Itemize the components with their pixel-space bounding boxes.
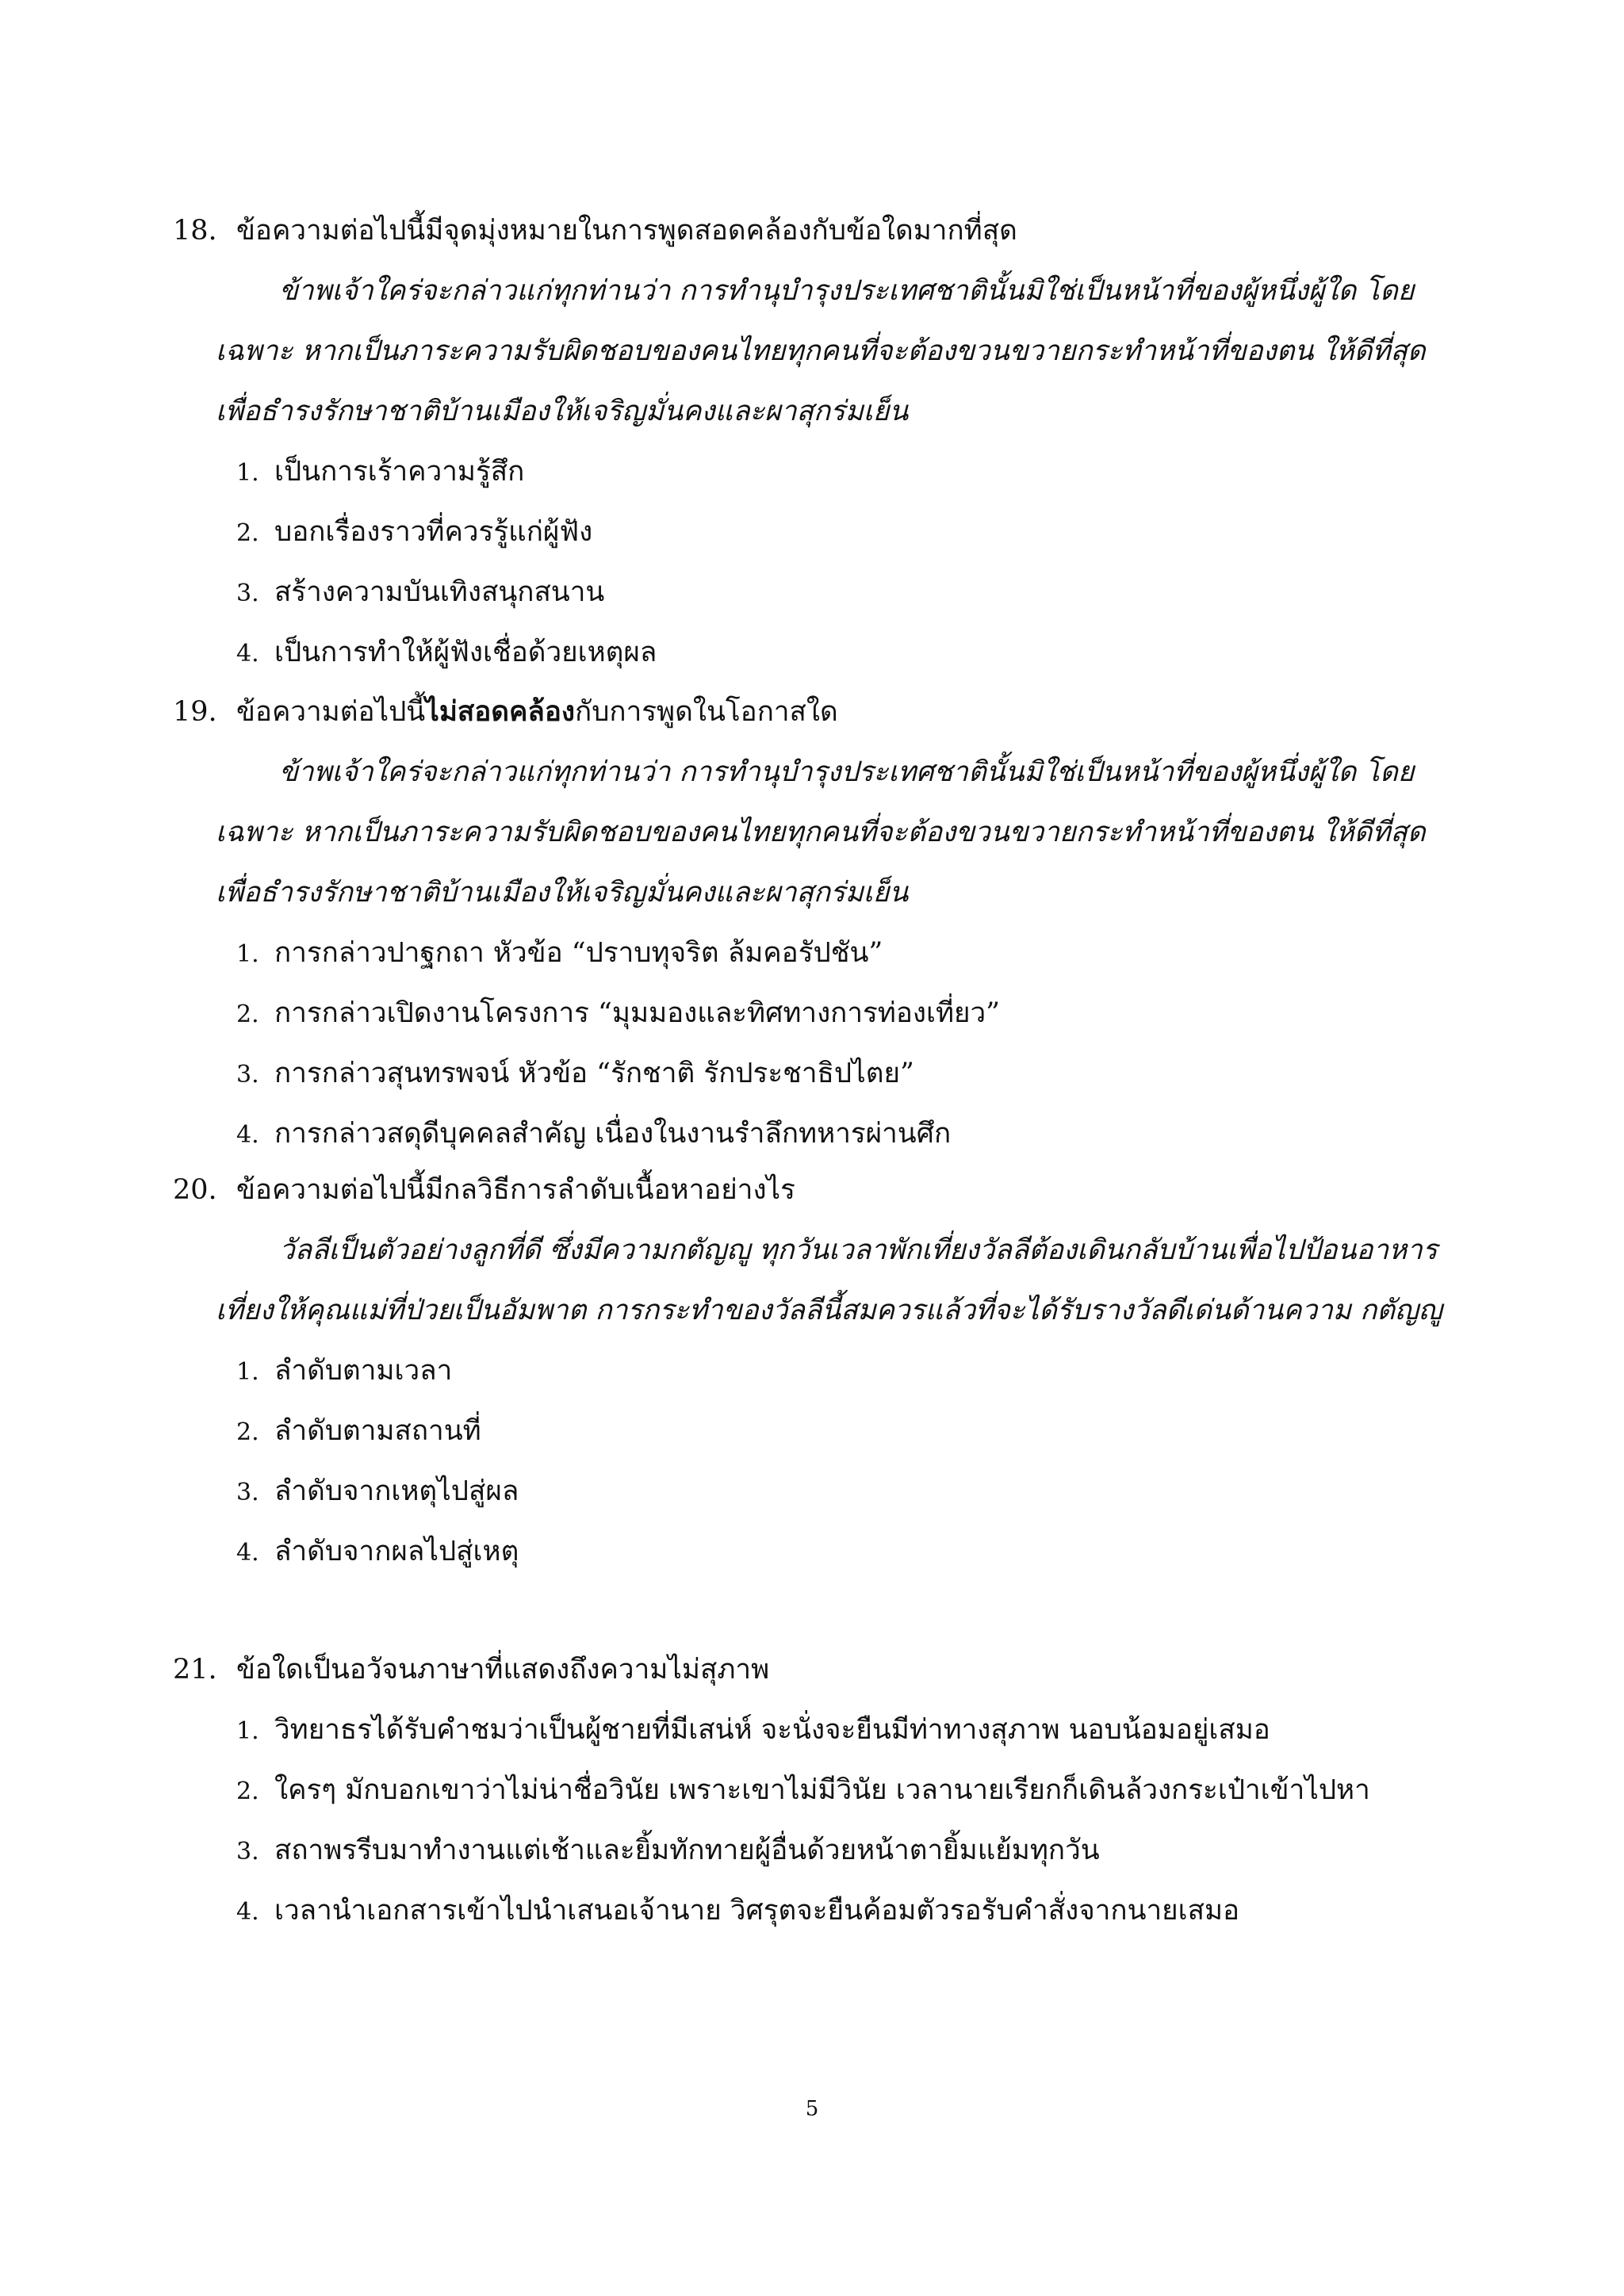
option-1 bbox=[236, 923, 1457, 983]
answer-options bbox=[236, 1341, 1457, 1582]
option-1 bbox=[236, 1700, 1457, 1760]
option-3 bbox=[236, 1820, 1457, 1881]
option-text: ใครๆ มักบอกเขาว่าไม่น่าชื่อวินัย เพราะเขาไม่มีวินัย เวลานายเรียกก็เดินล้วงกระเป๋าเข้าไปหา bbox=[274, 1774, 1370, 1806]
option-number: 3. bbox=[236, 1061, 259, 1089]
option-2 bbox=[236, 1760, 1457, 1820]
option-4 bbox=[236, 622, 1457, 683]
question-stem bbox=[173, 1640, 1457, 1700]
option-text: การกล่าวเปิดงานโครงการ “มุมมองและทิศทางการท่องเที่ยว” bbox=[274, 997, 1001, 1029]
option-4 bbox=[236, 1104, 1457, 1164]
question-stem bbox=[173, 1160, 1457, 1220]
option-number: 4. bbox=[236, 1539, 259, 1567]
option-number: 2. bbox=[236, 519, 259, 547]
question-number: 18. bbox=[173, 215, 217, 247]
question-20 bbox=[173, 1160, 1457, 1582]
option-text: เป็นการเร้าความรู้สึก bbox=[274, 456, 525, 488]
option-3 bbox=[236, 562, 1457, 622]
answer-options bbox=[236, 1700, 1457, 1941]
question-18 bbox=[173, 201, 1457, 683]
option-4 bbox=[236, 1521, 1457, 1582]
question-number: 21. bbox=[173, 1654, 217, 1686]
page-number: 5 bbox=[805, 2097, 819, 2121]
question-text-after: กับการพูดในโอกาสใด bbox=[575, 696, 838, 728]
option-number: 2. bbox=[236, 1777, 259, 1805]
question-stem bbox=[173, 201, 1457, 261]
question-text: ข้อใดเป็นอวัจนภาษาที่แสดงถึงความไม่สุภาพ bbox=[236, 1654, 770, 1686]
option-number: 3. bbox=[236, 1479, 259, 1506]
quoted-passage: ข้าพเจ้าใคร่จะกล่าวแก่ทุกท่านว่า การทำนุบำรุงประเทศชาตินั้นมิใช่เป็นหน้าที่ของผู้หนึ่งผู้ใด โดยเฉพาะ หากเป็นภาระความรับผิดชอบของคนไทยทุกคนที่จะต้องขวนขวายกระทำหน้าที่ของตน ให้ดีที่สุด เพื่อธำรงรักษาชาติบ้านเมืองให้เจริญมั่นคงและผาสุกร่มเย็น bbox=[216, 275, 1426, 427]
question-text-before: ข้อความต่อไปนี้ bbox=[236, 696, 426, 728]
question-stem bbox=[173, 682, 1457, 742]
option-text: การกล่าวสุนทรพจน์ หัวข้อ “รักชาติ รักประชาธิปไตย” bbox=[274, 1058, 914, 1089]
option-text: ลำดับตามเวลา bbox=[274, 1355, 453, 1387]
answer-options bbox=[236, 923, 1457, 1164]
option-text: บอกเรื่องราวที่ควรรู้แก่ผู้ฟัง bbox=[274, 516, 593, 548]
option-2 bbox=[236, 1401, 1457, 1461]
question-emphasis: ไม่สอดคล้อง bbox=[425, 695, 575, 728]
option-text: การกล่าวสดุดีบุคคลสำคัญ เนื่องในงานรำลึกทหารผ่านศึก bbox=[274, 1118, 952, 1150]
option-number: 4. bbox=[236, 640, 259, 668]
option-number: 2. bbox=[236, 1418, 259, 1446]
question-number: 19. bbox=[173, 696, 217, 728]
quoted-passage: ข้าพเจ้าใคร่จะกล่าวแก่ทุกท่านว่า การทำนุบำรุงประเทศชาตินั้นมิใช่เป็นหน้าที่ของผู้หนึ่งผู้ใด โดยเฉพาะ หากเป็นภาระความรับผิดชอบของคนไทยทุกคนที่จะต้องขวนขวายกระทำหน้าที่ของตน ให้ดีที่สุด เพื่อธำรงรักษาชาติบ้านเมืองให้เจริญมั่นคงและผาสุกร่มเย็น bbox=[216, 756, 1426, 909]
option-text: เป็นการทำให้ผู้ฟังเชื่อด้วยเหตุผล bbox=[274, 637, 657, 668]
option-2 bbox=[236, 983, 1457, 1043]
option-text: วิทยาธรได้รับคำชมว่าเป็นผู้ชายที่มีเสน่ห์ จะนั่งจะยืนมีท่าทางสุภาพ นอบน้อมอยู่เสมอ bbox=[274, 1714, 1270, 1746]
quoted-passage: วัลลีเป็นตัวอย่างลูกที่ดี ซึ่งมีความกตัญญู ทุกวันเวลาพักเที่ยงวัลลีต้องเดินกลับบ้านเพื่อไปป้อนอาหาร เที่ยงให้คุณแม่ที่ป่วยเป็นอัมพาต การกระทำของวัลลีนี้สมควรแล้วที่จะได้รับรางวัลดีเด่นด้านความ กตัญญู bbox=[216, 1234, 1442, 1326]
option-text: เวลานำเอกสารเข้าไปนำเสนอเจ้านาย วิศรุตจะยืนค้อมตัวรอรับคำสั่งจากนายเสมอ bbox=[274, 1895, 1240, 1927]
question-text: ข้อความต่อไปนี้มีจุดมุ่งหมายในการพูดสอดคล้องกับข้อใดมากที่สุด bbox=[236, 215, 1017, 247]
question-19 bbox=[173, 682, 1457, 1164]
option-text: สร้างความบันเทิงสนุกสนาน bbox=[274, 576, 605, 608]
option-number: 4. bbox=[236, 1121, 259, 1149]
option-2 bbox=[236, 502, 1457, 562]
option-number: 4. bbox=[236, 1898, 259, 1926]
option-number: 3. bbox=[236, 1838, 259, 1866]
option-text: การกล่าวปาฐกถา หัวข้อ “ปราบทุจริต ล้มคอรัปชัน” bbox=[274, 937, 883, 969]
option-text: ลำดับจากเหตุไปสู่ผล bbox=[274, 1475, 519, 1507]
question-21 bbox=[173, 1640, 1457, 1941]
option-1 bbox=[236, 442, 1457, 502]
option-number: 1. bbox=[236, 940, 259, 968]
option-3 bbox=[236, 1043, 1457, 1104]
question-text: ข้อความต่อไปนี้มีกลวิธีการลำดับเนื้อหาอย่างไร bbox=[236, 1174, 795, 1206]
option-text: สถาพรรีบมาทำงานแต่เช้าและยิ้มทักทายผู้อื่นด้วยหน้าตายิ้มแย้มทุกวัน bbox=[274, 1835, 1100, 1866]
option-number: 3. bbox=[236, 580, 259, 607]
option-3 bbox=[236, 1461, 1457, 1521]
option-number: 1. bbox=[236, 1717, 259, 1745]
option-text: ลำดับจากผลไปสู่เหตุ bbox=[274, 1536, 519, 1567]
answer-options bbox=[236, 442, 1457, 683]
option-number: 2. bbox=[236, 1001, 259, 1028]
option-4 bbox=[236, 1881, 1457, 1941]
question-number: 20. bbox=[173, 1174, 217, 1206]
option-number: 1. bbox=[236, 1358, 259, 1386]
option-1 bbox=[236, 1341, 1457, 1401]
option-number: 1. bbox=[236, 459, 259, 487]
option-text: ลำดับตามสถานที่ bbox=[274, 1415, 481, 1447]
